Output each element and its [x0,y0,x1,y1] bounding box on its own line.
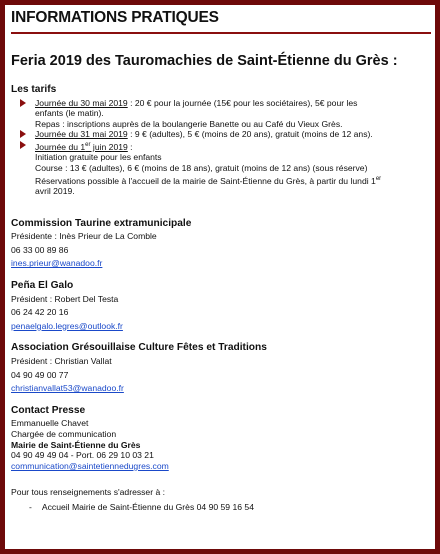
tarif-text: : 20 € pour la journée (15€ pour les sociétaires), 5€ pour les [127,97,358,108]
tarif-extra: Repas : inscriptions auprès de la boulangerie Banette ou au Café du Vieux Grès. [35,118,343,129]
org-phone: 06 33 00 89 86 [11,244,69,255]
org-block [11,281,429,331]
header-divider [11,32,431,34]
tarif-text: enfants (le matin). [35,108,104,119]
org-phone: 04 90 49 00 77 [11,369,69,380]
bullet-arrow-icon [20,141,26,149]
press-block [11,406,429,472]
document-page [5,5,435,549]
press-email-link[interactable]: communication@saintetiennedugres.com [11,460,169,471]
footer-item [11,502,429,513]
bullet-arrow-icon [20,130,26,138]
tarif-extra-sup: er [375,175,382,182]
footer-dash: - [29,501,32,512]
tarif-date: Journée du 31 mai 2019 [35,129,128,140]
tarif-date [35,142,128,152]
tarif-extra: avril 2019. [35,186,75,197]
tarif-extra: Course : 13 € (adultes), 6 € (moins de 18 ans), gratuit (moins de 12 ans) (sous réserve) [35,163,368,174]
org-email-link[interactable]: ines.prieur@wanadoo.fr [11,258,103,269]
org-email-link[interactable]: christianvallat53@wanadoo.fr [11,383,124,394]
org-name: Peña El Galo [11,280,74,292]
header-title: INFORMATIONS PRATIQUES [11,9,219,26]
tarif-item [20,129,429,140]
tarifs-title: Les tarifs [11,84,57,95]
tarif-text: : [127,141,133,152]
tarif-date-part: juin 2019 [90,141,128,152]
press-org: Mairie de Saint-Étienne du Grès [11,439,141,450]
tarif-extra: Réservations possible à l'accueil de la mairie de Saint-Étienne du Grès, à partir du lundi 1 [35,175,376,186]
org-email-link[interactable]: penaelgalo.legres@outlook.fr [11,320,123,331]
main-title: Feria 2019 des Tauromachies de Saint-Étienne du Grès : [11,53,398,69]
org-role: Président : Christian Vallat [11,356,112,366]
press-title: Contact Presse [11,404,86,416]
footer [11,487,429,512]
org-role: Président : Robert Del Testa [11,293,119,304]
tarif-date-part: Journée du 1 [35,141,86,152]
press-role: Chargée de communication [11,428,117,439]
org-name: Association Grésouillaise Culture Fêtes et Traditions [11,342,267,354]
footer-intro: Pour tous renseignements s'adresser à : [11,487,166,498]
org-block [11,219,429,269]
press-name: Emmanuelle Chavet [11,418,89,429]
org-phone: 06 24 42 20 16 [11,307,69,318]
bullet-arrow-icon [20,99,26,107]
org-name: Commission Taurine extramunicipale [11,217,192,229]
tarif-date: Journée du 30 mai 2019 [35,97,128,108]
tarif-extra: Initiation gratuite pour les enfants [35,152,162,163]
footer-text: Accueil Mairie de Saint-Étienne du Grès 04 90 59 16 54 [41,501,254,512]
org-block [11,343,429,393]
press-phone: 04 90 49 49 04 - Port. 06 29 10 03 21 [11,450,154,461]
tarif-item [20,140,429,197]
org-role: Présidente : Inès Prieur de La Comble [11,231,157,242]
tarif-item [20,98,429,130]
tarif-text: : 9 € (adultes), 5 € (moins de 20 ans), gratuit (moins de 12 ans). [127,129,373,140]
content [11,85,429,513]
tarif-date-sup: er [85,141,91,148]
